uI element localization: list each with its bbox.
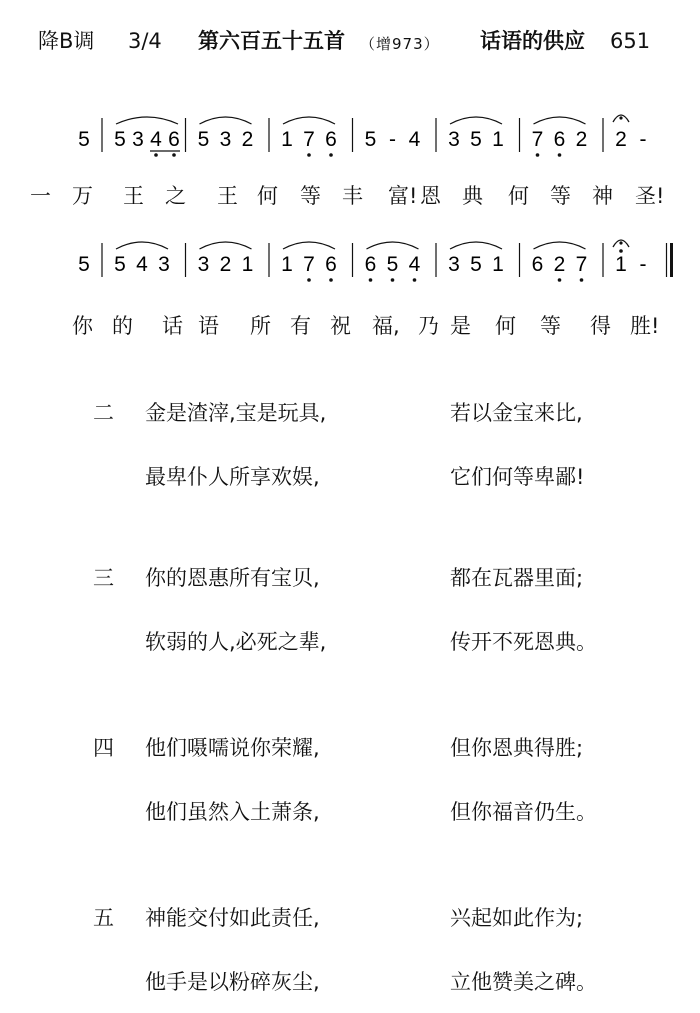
score-line-1-slur [200, 117, 252, 124]
lyric-syllable: 富! [388, 184, 418, 208]
verse-line: 软弱的人,必死之辈, [145, 630, 327, 654]
lyric-syllable: 是 [450, 314, 471, 338]
score-line-1-note: 4 [150, 128, 162, 151]
score-line-1-octave-dot-below [172, 153, 176, 157]
lyric-syllable: 圣! [635, 184, 665, 208]
verse-line: 最卑仆人所享欢娱, [145, 465, 320, 489]
score-line-2-note: 5 [470, 253, 482, 276]
lyric-syllable: 等 [300, 184, 321, 208]
verse-line: 但你恩典得胜; [450, 736, 584, 760]
score-line-1-note: 5 [114, 128, 126, 151]
score-line-2-note: 4 [408, 253, 421, 276]
score-line-2-slur [534, 242, 586, 249]
score-line-1-note: 3 [132, 128, 144, 151]
verse-line: 他们嗫嚅说你荣耀, [145, 736, 320, 760]
score-line-1-note: 3 [219, 128, 232, 151]
score-line-2-octave-dot-below [329, 278, 333, 282]
score-line-2-slur [200, 242, 252, 249]
score-line-1-note: 1 [281, 128, 293, 151]
lyric-syllable: 之 [165, 184, 186, 208]
lyric-syllable: 的 [112, 314, 133, 338]
lyric-syllable: 话 [162, 314, 183, 338]
lyric-syllable: 得 [590, 314, 611, 338]
score-line-2-note: 5 [114, 253, 126, 276]
score-line-1-slur [116, 117, 178, 124]
score-line-2-octave-dot-above [619, 249, 623, 253]
score-line-1-octave-dot-below [536, 153, 540, 157]
score-line-1-slur [283, 117, 335, 124]
score-line-2-notation [0, 225, 700, 305]
score-line-2-note: 7 [575, 253, 588, 276]
verse-line: 他们虽然入土萧条, [145, 800, 320, 824]
score-line-1-note: - [639, 128, 647, 151]
lyric-syllable: 胜! [630, 314, 660, 338]
score-line-1-note: 5 [470, 128, 482, 151]
lyric-syllable: 何 [508, 184, 529, 208]
score-line-2-octave-dot-below [391, 278, 395, 282]
verse-line: 但你福音仍生。 [450, 800, 597, 824]
score-line-2-note: - [639, 253, 647, 276]
lyric-syllable: 你 [72, 314, 93, 338]
lyric-syllable: 有 [290, 314, 311, 338]
score-line-1-note: 6 [168, 128, 180, 151]
lyric-syllable: 等 [550, 184, 571, 208]
lyric-syllable: 神 [592, 184, 613, 208]
score-line-2-note: 7 [303, 253, 315, 276]
score-line-1-octave-dot-below [307, 153, 311, 157]
lyric-syllable: 福, [372, 314, 400, 338]
score-line-1-note: 3 [448, 128, 460, 151]
lyric-syllable: 万 [72, 184, 93, 208]
verse-number: 四 [93, 736, 114, 760]
verse-line: 都在瓦器里面; [450, 566, 584, 590]
score-line-1-notation [0, 100, 700, 180]
score-line-2-note: 6 [364, 253, 377, 276]
score-line-2-fermata-dot [619, 241, 622, 244]
lyric-syllable: 语 [198, 314, 219, 338]
score-line-1-slur [534, 117, 586, 124]
score-line-2 [0, 225, 700, 295]
score-line-2-slur [283, 242, 335, 249]
score-line-1-note: 2 [615, 128, 627, 151]
score-line-2-slur [450, 242, 502, 249]
verse-line: 它们何等卑鄙! [450, 465, 585, 489]
score-line-2-note: 1 [281, 253, 293, 276]
score-line-1-slur [450, 117, 502, 124]
score-line-1-octave-dot-below [329, 153, 333, 157]
lyric-syllable: 乃 [418, 314, 439, 338]
verse-line: 立他赞美之碑。 [450, 970, 597, 994]
score-line-2-note: 1 [492, 253, 504, 276]
lyric-syllable: 等 [540, 314, 561, 338]
page-header [0, 0, 700, 70]
lyric-syllable: 恩 [420, 184, 441, 208]
score-line-1-note: 2 [241, 128, 254, 151]
score-line-1-note: 1 [492, 128, 504, 151]
score-line-1-note: 5 [364, 128, 377, 151]
score-line-1-note: - [389, 128, 396, 151]
lyric-syllable: 丰 [342, 184, 363, 208]
score-line-2-note: 3 [197, 253, 210, 276]
score-line-1 [0, 100, 700, 170]
lyric-syllable: 王 [217, 184, 238, 208]
score-line-2-note: 6 [325, 253, 337, 276]
verse-line: 神能交付如此责任, [145, 906, 320, 930]
score-line-2-note: 5 [386, 253, 399, 276]
score-line-1-note: 2 [575, 128, 588, 151]
score-line-2-octave-dot-below [580, 278, 584, 282]
verse-line: 你的恩惠所有宝贝, [145, 566, 320, 590]
lyric-syllable: 王 [123, 184, 144, 208]
hymn-subtitle: 话语的供应 [480, 29, 585, 53]
score-line-2-slur [367, 242, 419, 249]
lyric-syllable: 一 [30, 184, 51, 208]
score-line-2-note: 1 [615, 253, 627, 276]
score-line-2-note: 1 [241, 253, 254, 276]
score-line-1-fermata-dot [619, 116, 622, 119]
lyric-syllable: 何 [257, 184, 278, 208]
score-line-2-note: 6 [531, 253, 544, 276]
score-line-1-octave-dot-below [154, 153, 158, 157]
score-line-2-note: 2 [219, 253, 232, 276]
score-line-2-octave-dot-below [413, 278, 417, 282]
score-line-2-octave-dot-below [558, 278, 562, 282]
verse-line: 若以金宝来比, [450, 401, 583, 425]
verse-line: 兴起如此作为; [450, 906, 584, 930]
page-number: 651 [610, 29, 651, 53]
hymn-title: 第六百五十五首 [198, 29, 345, 53]
score-line-2-note: 4 [136, 253, 148, 276]
score-line-2-note: 3 [158, 253, 170, 276]
score-line-2-pickup-note: 5 [78, 253, 90, 276]
verse-number: 五 [93, 906, 114, 930]
lyric-syllable: 典 [462, 184, 483, 208]
score-line-1-note: 7 [303, 128, 315, 151]
time-signature: 3/4 [128, 29, 162, 53]
lyric-syllable: 祝 [330, 314, 351, 338]
score-line-2-octave-dot-below [369, 278, 373, 282]
score-line-2-octave-dot-below [307, 278, 311, 282]
key-signature: 降B调 [38, 29, 95, 53]
verse-line: 传开不死恩典。 [450, 630, 597, 654]
hymn-reference: （增973） [360, 35, 440, 53]
score-line-1-pickup-note: 5 [78, 128, 90, 151]
verse-number: 三 [93, 566, 114, 590]
lyric-syllable: 所 [250, 314, 271, 338]
score-line-1-note: 5 [197, 128, 210, 151]
score-line-1-note: 6 [325, 128, 337, 151]
score-line-1-note: 4 [408, 128, 421, 151]
score-line-2-note: 2 [553, 253, 566, 276]
verse-number: 二 [93, 401, 114, 425]
score-line-2-note: 3 [448, 253, 460, 276]
verse-line: 金是渣滓,宝是玩具, [145, 401, 327, 425]
score-line-1-note: 7 [531, 128, 544, 151]
verse-line: 他手是以粉碎灰尘, [145, 970, 320, 994]
score-line-1-note: 6 [553, 128, 566, 151]
score-line-2-slur [116, 242, 168, 249]
lyric-syllable: 何 [495, 314, 516, 338]
score-line-1-octave-dot-below [558, 153, 562, 157]
